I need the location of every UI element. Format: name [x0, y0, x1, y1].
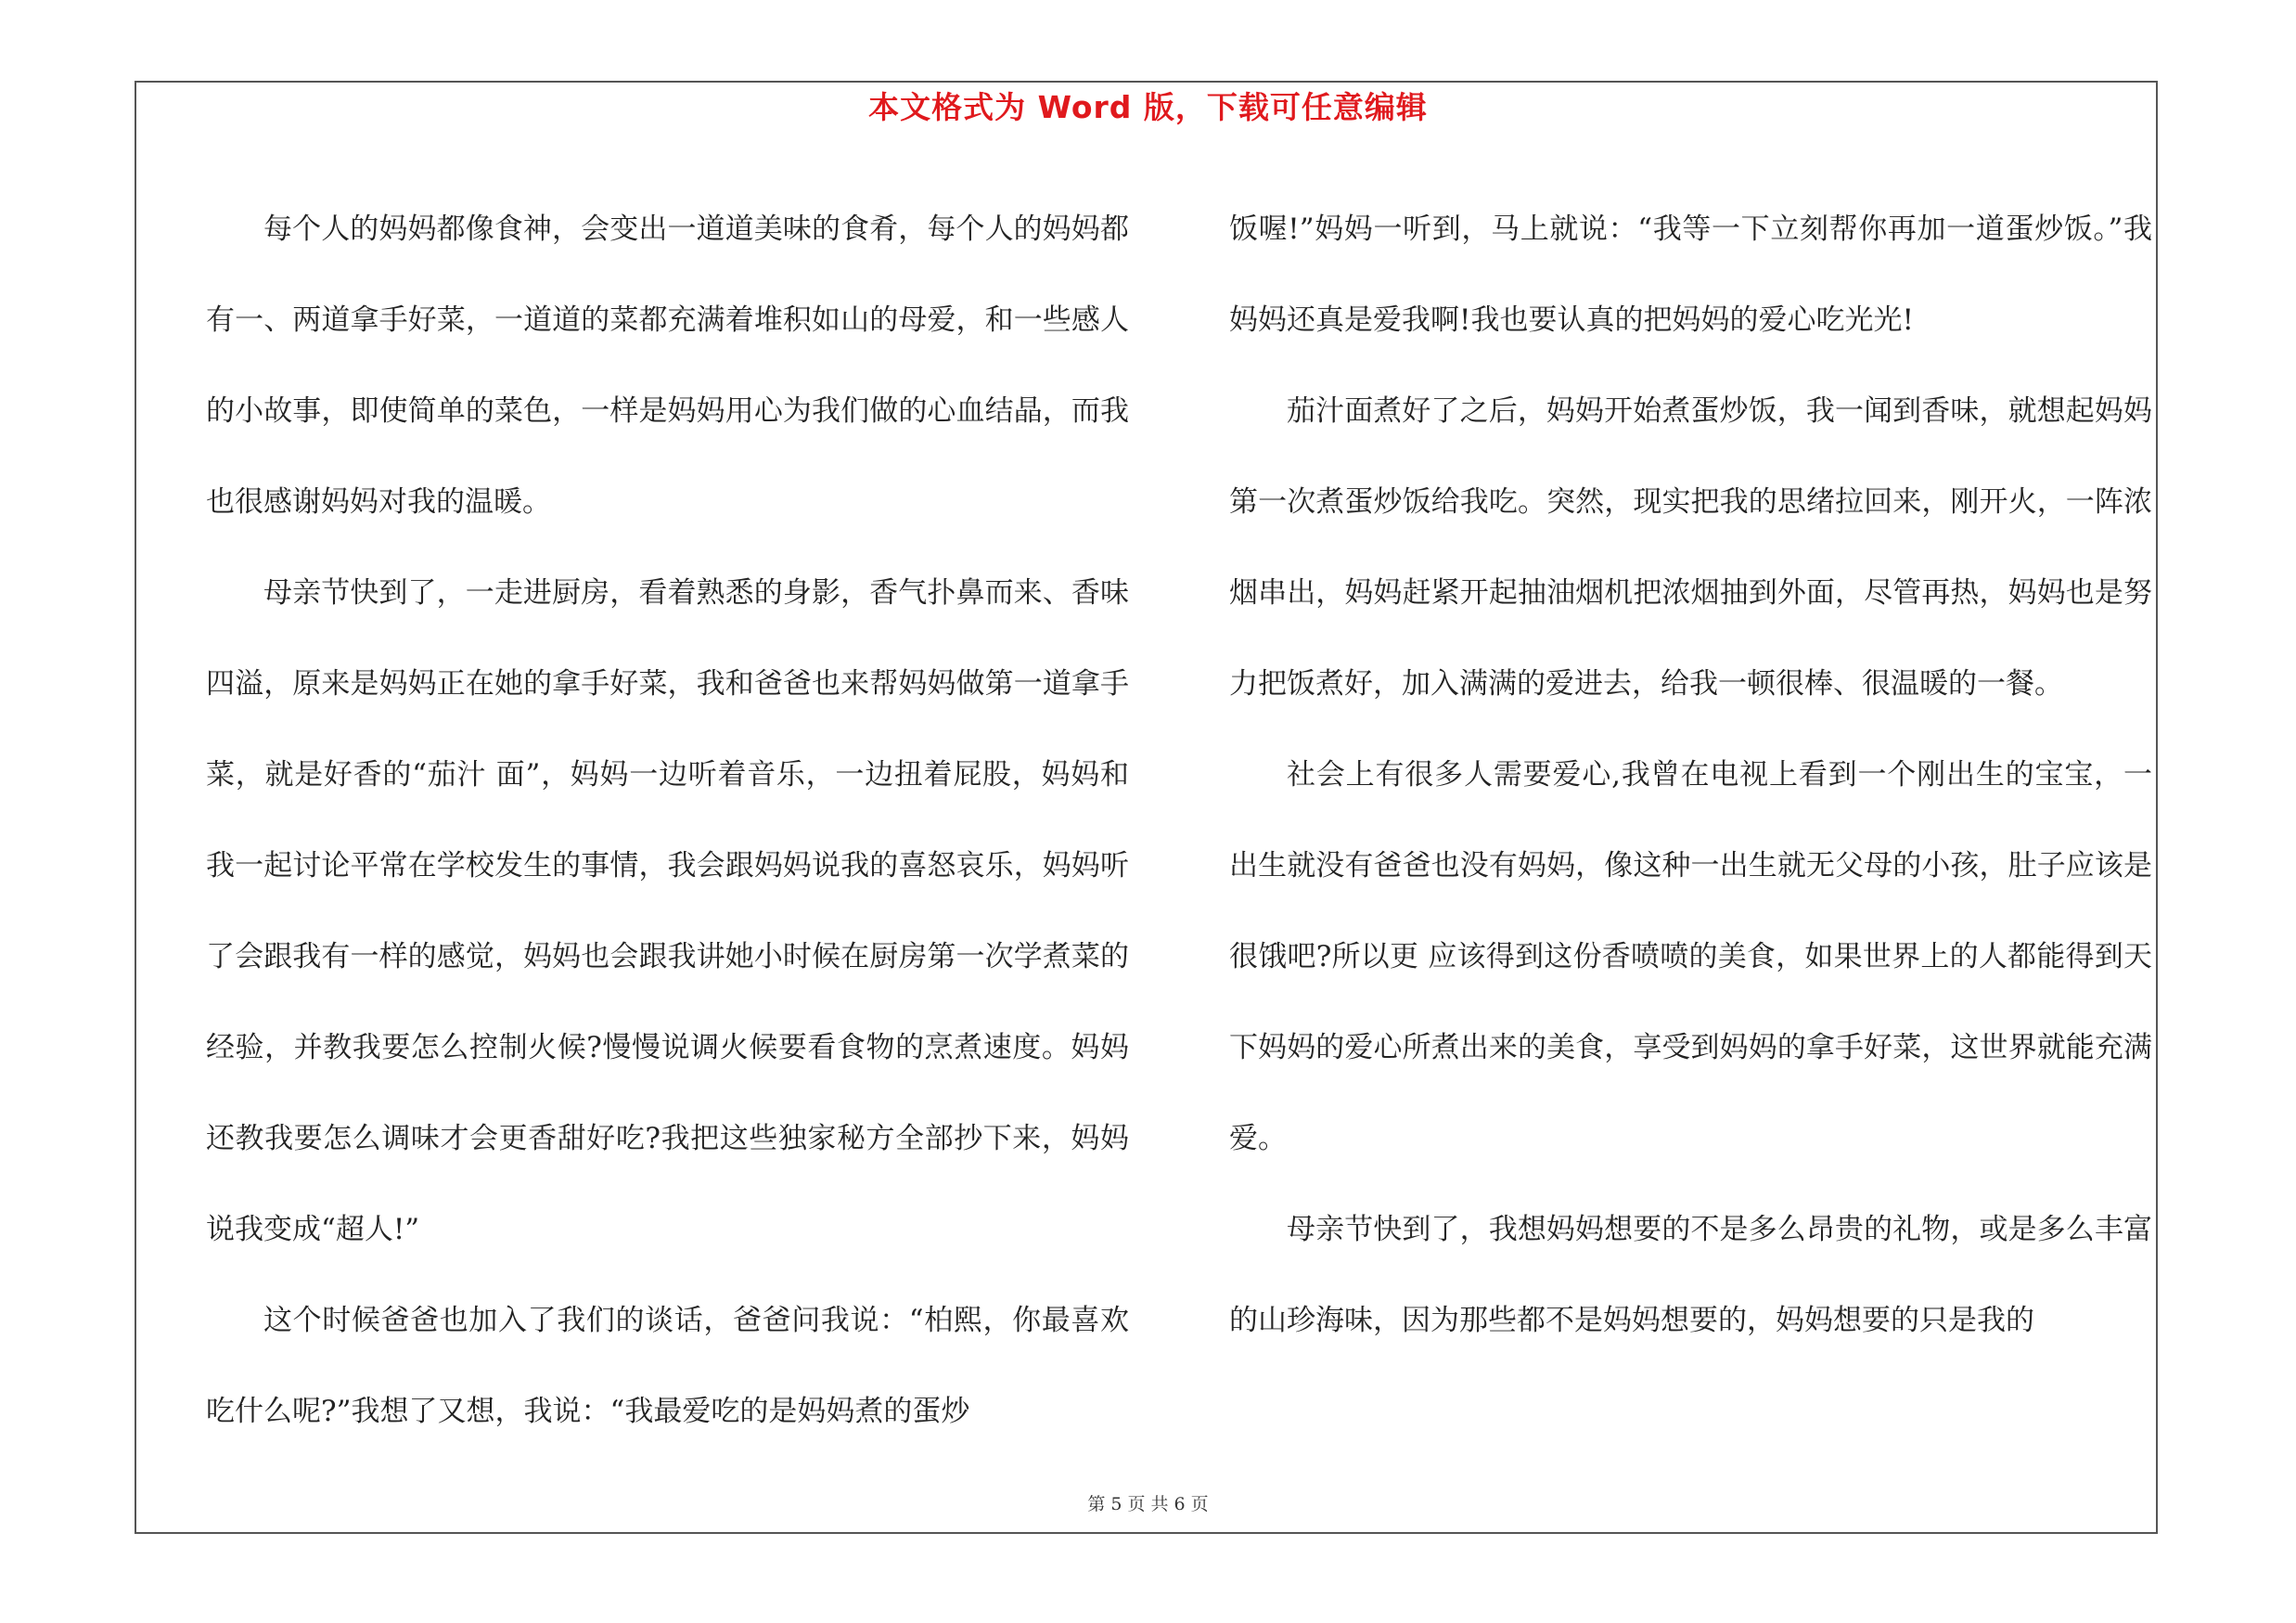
paragraph: 社会上有很多人需要爱心,我曾在电视上看到一个刚出生的宝宝，一出生就没有爸爸也没有妈妈，像这种一出生就无父母的小孩，肚子应该是很饿吧?所以更 应该得到这份香喷喷的美食，如果世界上的人都能得到天下妈妈的爱心所煮出来的美食，享受到妈妈的拿手好菜，这世界就能充满爱。 [1229, 758, 2152, 1155]
page-number-footer: 第 5 页 共 6 页 [1087, 1494, 1209, 1514]
paragraph: 每个人的妈妈都像食神，会变出一道道美味的食肴，每个人的妈妈都有一、两道拿手好菜，一道道的菜都充满着堆积如山的母爱，和一些感人的小故事，即使简单的菜色，一样是妈妈用心为我们做的心血结晶，而我也很感谢妈妈对我的温暖。 [206, 213, 1129, 519]
format-note-header: 本文格式为 Word 版，下载可任意编辑 [868, 89, 1428, 125]
paragraph: 母亲节快到了，一走进厨房，看着熟悉的身影，香气扑鼻而来、香味四溢，原来是妈妈正在她的拿手好菜，我和爸爸也来帮妈妈做第一道拿手菜，就是好香的“茄汁 面”，妈妈一边听着音乐，一边扭着屁股，妈妈和我一起讨论平常在学校发生的事情，我会跟妈妈说我的喜怒哀乐，妈妈听了会跟我有一样的感觉，妈妈也会跟我讲她小时候在厨房第一次学煮菜的经验，并教我要怎么控制火候?慢慢说调火候要看食物的烹煮速度。妈妈还教我要怎么调味才会更香甜好吃?我把这些独家秘方全部抄下来，妈妈说我变成“超人!” [206, 576, 1129, 1246]
paragraph: 这个时候爸爸也加入了我们的谈话，爸爸问我说：“柏熙，你最喜欢吃什么呢?”我想了又想，我说：“我最爱吃的是妈妈煮的蛋炒 [206, 1304, 1129, 1428]
paragraph: 母亲节快到了，我想妈妈想要的不是多么昂贵的礼物，或是多么丰富的山珍海味，因为那些都不是妈妈想要的，妈妈想要的只是我的 [1229, 1213, 2152, 1337]
paragraph: 饭喔!”妈妈一听到，马上就说：“我等一下立刻帮你再加一道蛋炒饭。”我妈妈还真是爱我啊!我也要认真的把妈妈的爱心吃光光! [1229, 213, 2152, 337]
right-text-column [1229, 184, 2152, 1366]
paragraph: 茄汁面煮好了之后，妈妈开始煮蛋炒饭，我一闻到香味，就想起妈妈第一次煮蛋炒饭给我吃。突然，现实把我的思绪拉回来，刚开火，一阵浓烟串出，妈妈赶紧开起抽油烟机把浓烟抽到外面，尽管再热，妈妈也是努力把饭煮好，加入满满的爱进去，给我一顿很棒、很温暖的一餐。 [1229, 394, 2152, 701]
left-text-column [206, 184, 1129, 1457]
